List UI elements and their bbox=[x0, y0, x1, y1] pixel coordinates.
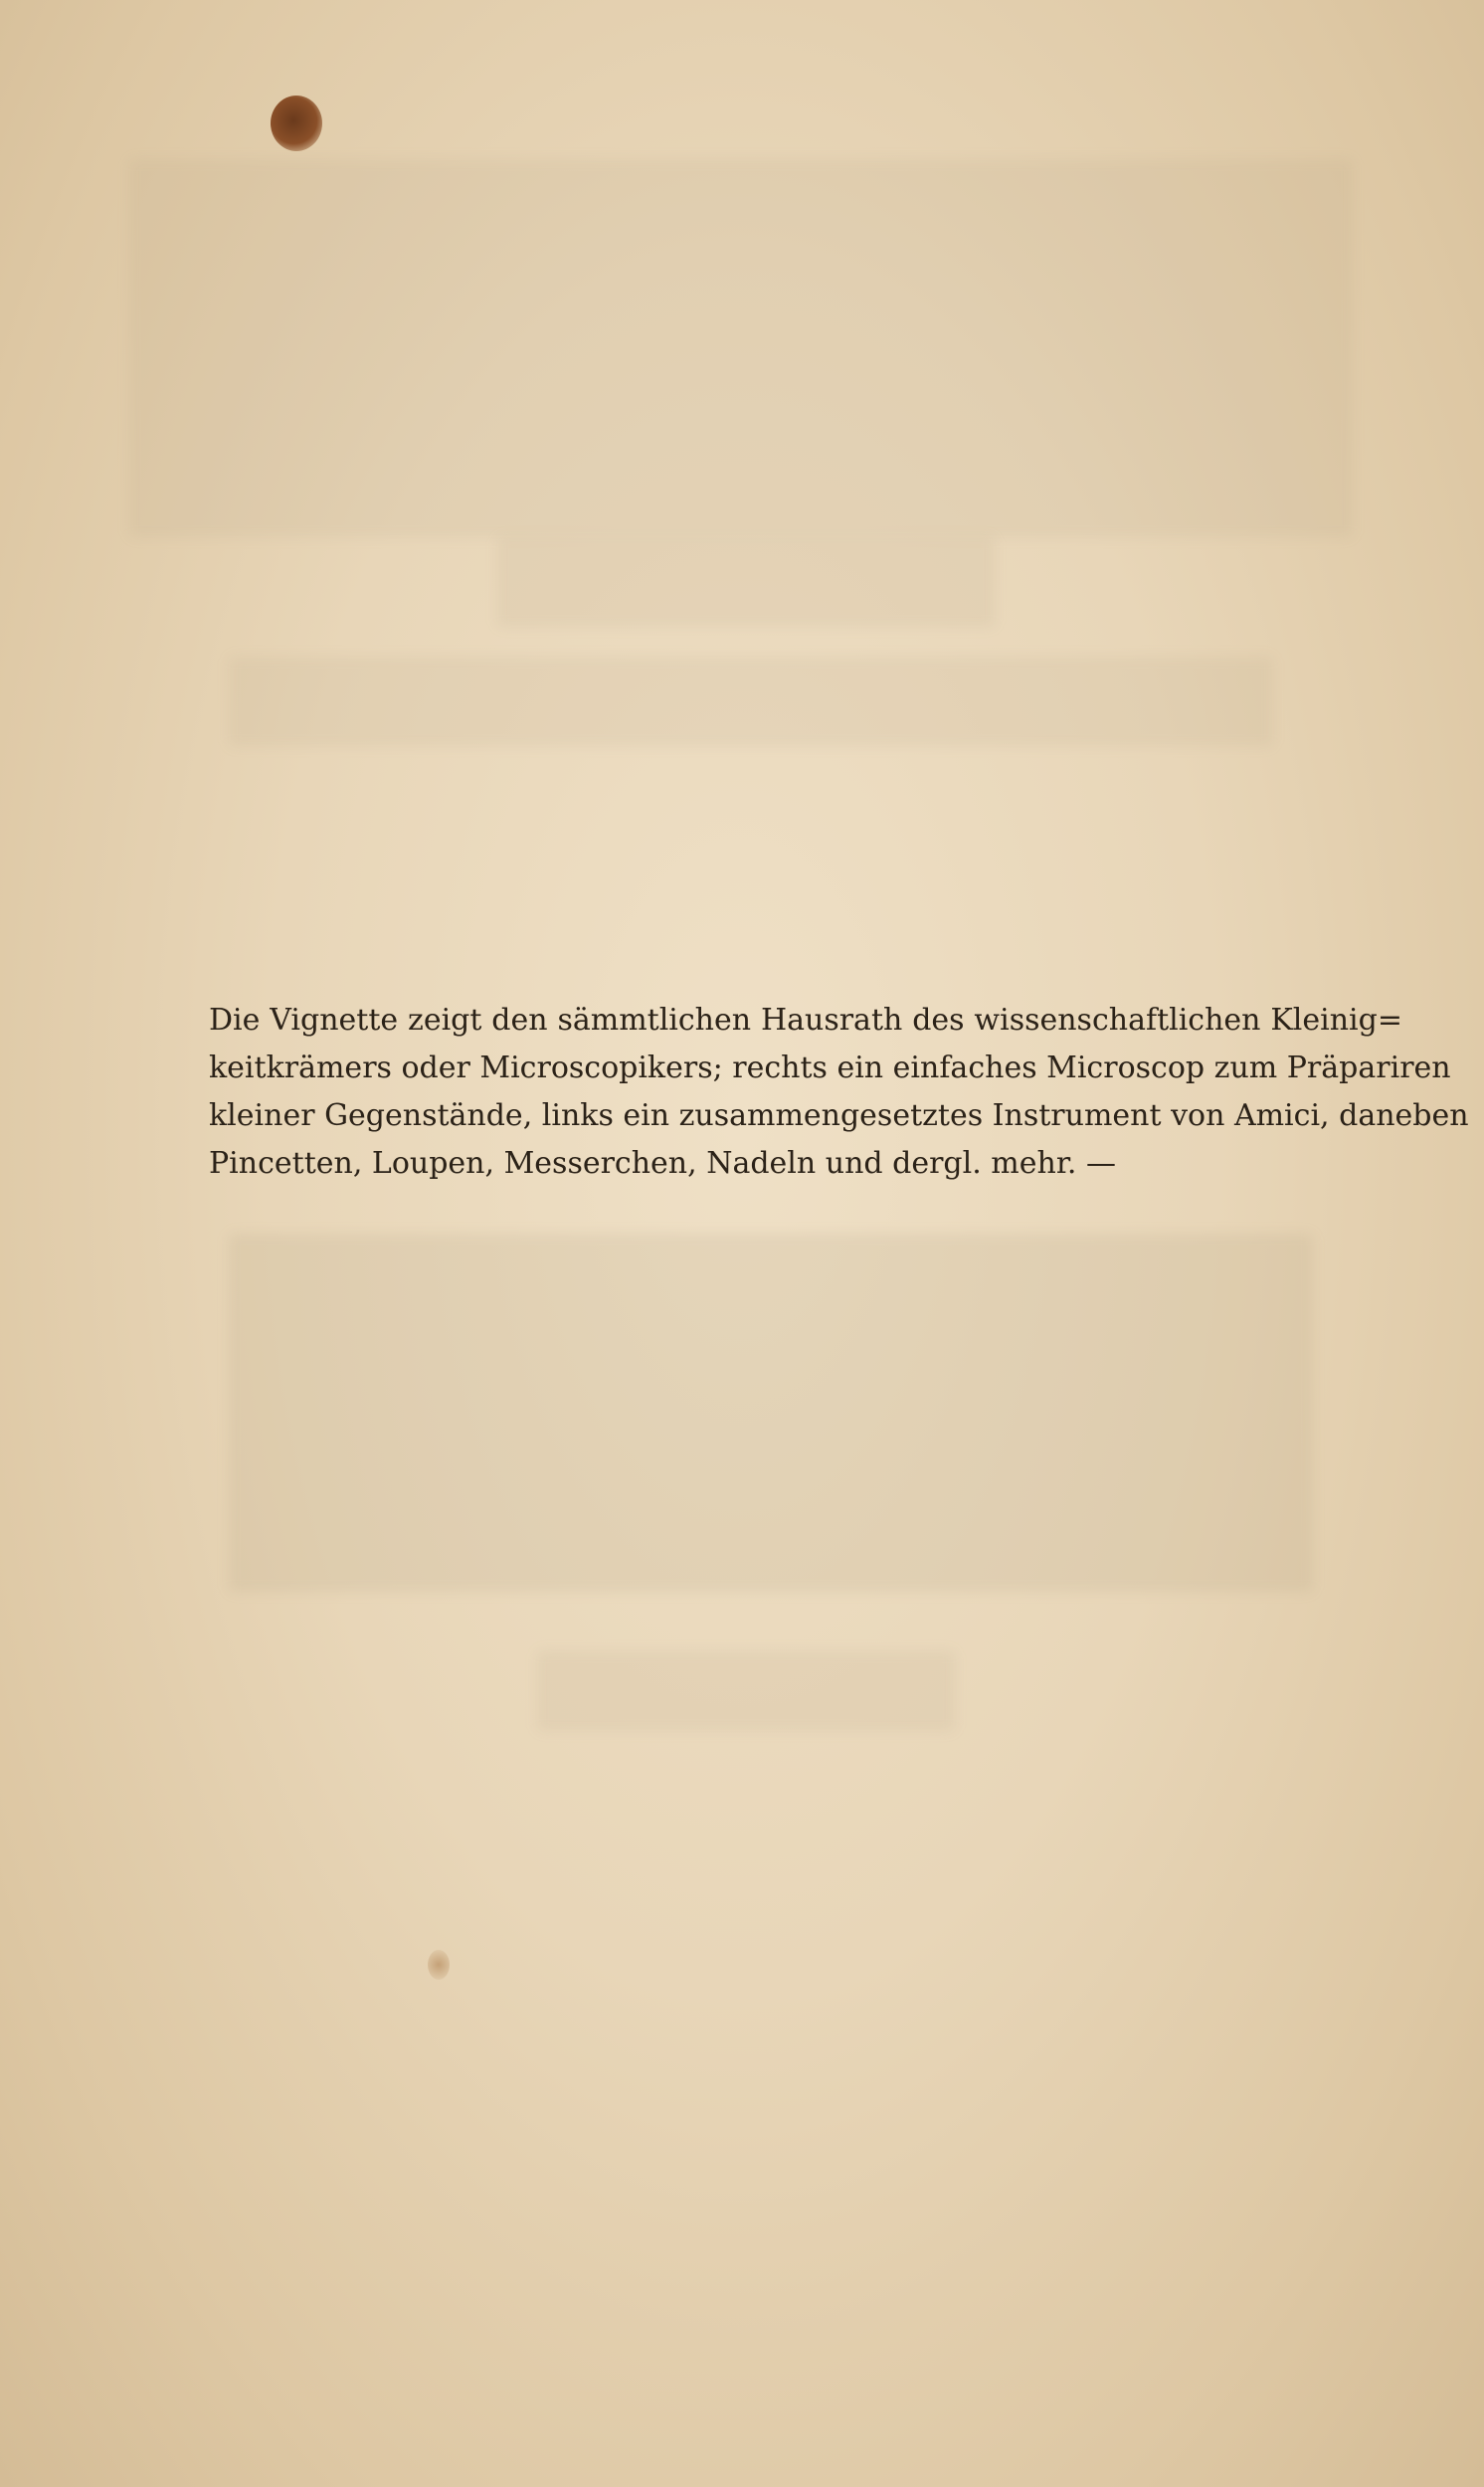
bleed-through-heading bbox=[229, 657, 1273, 746]
vignette-caption bbox=[209, 997, 1469, 1188]
bleed-through-text bbox=[129, 159, 1353, 537]
caption-line: Pincetten, Loupen, Messerchen, Nadeln und dergl. mehr. — bbox=[209, 1146, 1116, 1181]
bleed-through-heading bbox=[497, 537, 995, 627]
paper-stain bbox=[428, 1950, 450, 1980]
caption-line: keitkrämers oder Microscopikers; rechts ein einfaches Microscop zum Präpariren bbox=[209, 1051, 1451, 1085]
caption-line: Die Vignette zeigt den sämmtlichen Hausrath des wissenschaftlichen Kleinig= bbox=[209, 1003, 1402, 1038]
bleed-through-text bbox=[537, 1651, 955, 1731]
bleed-through-vignette bbox=[229, 1234, 1313, 1592]
ink-stain bbox=[271, 96, 322, 151]
caption-line: kleiner Gegenstände, links ein zusammengesetztes Instrument von Amici, daneben bbox=[209, 1098, 1469, 1133]
